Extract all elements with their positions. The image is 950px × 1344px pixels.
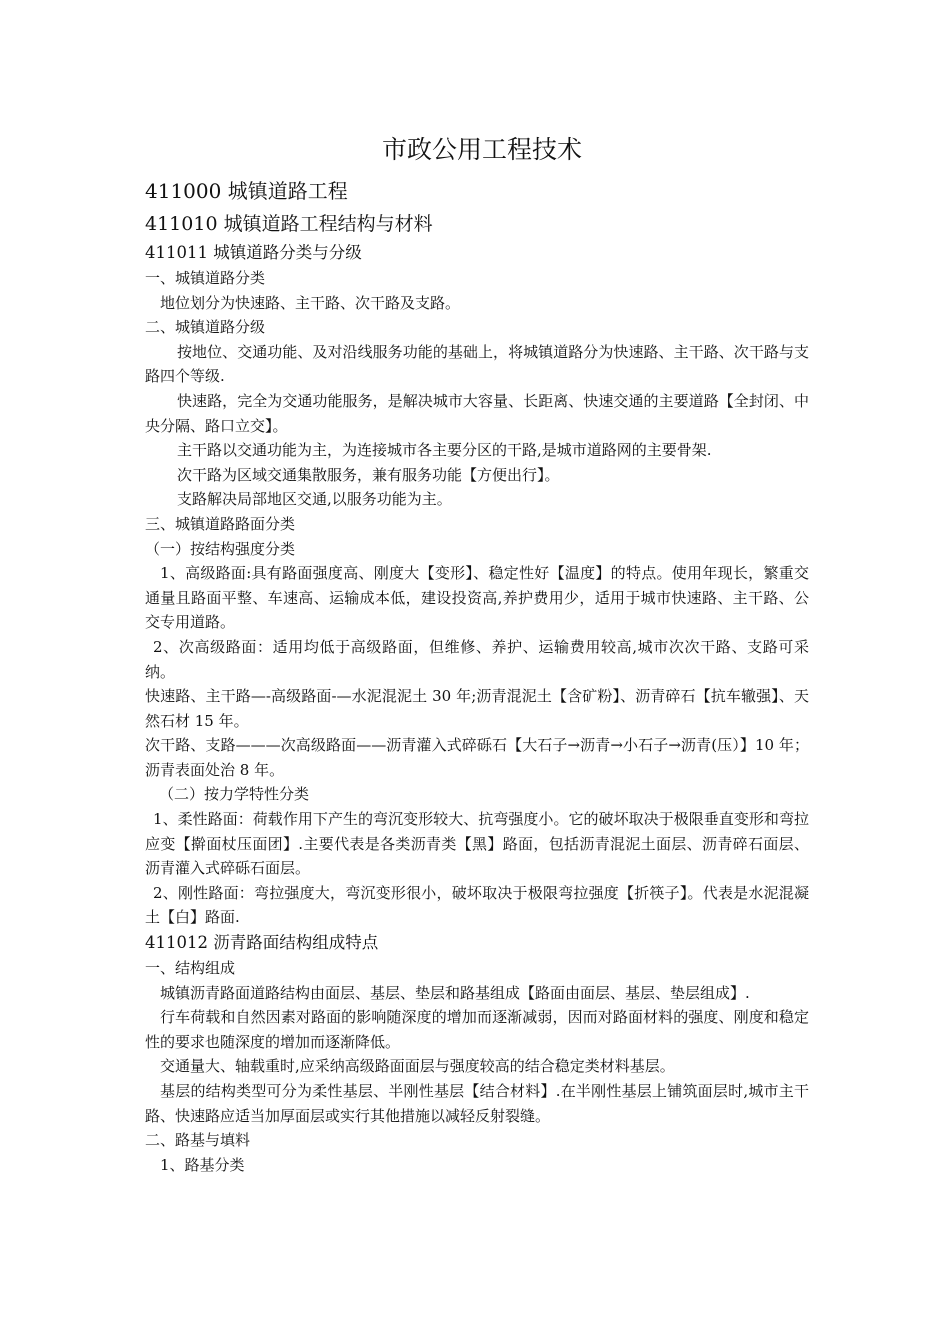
section-2-paragraph-2: 快速路，完全为交通功能服务，是解决城市大容量、长距离、快速交通的主要道路【全封闭、中央分隔、路口立交】。: [145, 391, 809, 435]
section-4-paragraph-2: 行车荷载和自然因素对路面的影响随深度的增加而逐渐减弱，因而对路面材料的强度、刚度和稳定性的要求也随深度的增加而逐渐降低。: [145, 1008, 809, 1051]
heading-411011: 411011 城镇道路分类与分级: [145, 243, 362, 262]
section-5-heading: 二、路基与填料: [145, 1131, 251, 1150]
section-2-heading: 二、城镇道路分级: [145, 318, 266, 337]
section-2-paragraph-1: 按地位、交通功能、及对沿线服务功能的基础上，将城镇道路分为快速路、主干路、次干路与支路四个等级.: [145, 342, 809, 386]
heading-411010: 411010 城镇道路工程结构与材料: [145, 213, 433, 235]
heading-411012: 411012 沥青路面结构组成特点: [145, 933, 379, 953]
section-3-paragraph-3: 快速路、主干路—-高级路面-—水泥混泥土 30 年;沥青混泥土【含矿粉】、沥青碎石【抗车辙强】、天然石材 15 年。: [145, 687, 809, 730]
section-3-subheading-1: （一）按结构强度分类: [145, 539, 296, 558]
section-3-paragraph-4: 次干路、支路———次高级路面——沥青灌入式碎砾石【大石子→沥青→小石子→沥青(压）】10 年；沥青表面处治 8 年。: [145, 736, 809, 779]
heading-411000: 411000 城镇道路工程: [145, 179, 348, 203]
section-4-paragraph-1: 城镇沥青路面道路结构由面层、基层、垫层和路基组成【路面由面层、基层、垫层组成】.: [160, 983, 750, 1002]
section-1-heading: 一、城镇道路分类: [145, 269, 266, 287]
section-3-paragraph-1: 1、高级路面:具有路面强度高、刚度大【变形】、稳定性好【温度】的特点。使用年现长，繁重交通量且路面平整、车速高、运输成本低，建设投资高,养护费用少，适用于城市快速路、主干路、公交专用道路。: [145, 564, 809, 632]
section-4-paragraph-3: 交通量大、轴载重时,应采纳高级路面面层与强度较高的结合稳定类材料基层。: [160, 1057, 675, 1076]
section-2-paragraph-3: 主干路以交通功能为主，为连接城市各主要分区的干路,是城市道路网的主要骨架.: [177, 441, 712, 460]
document-title: 市政公用工程技术: [381, 135, 582, 164]
section-3-paragraph-6: 2、刚性路面：弯拉强度大，弯沉变形很小，破坏取决于极限弯拉强度【折筷子】。代表是水泥混凝土【白】路面.: [145, 883, 809, 927]
section-4-heading: 一、结构组成: [145, 959, 236, 978]
section-2-paragraph-5: 支路解决局部地区交通,以服务功能为主。: [177, 490, 452, 509]
section-3-paragraph-5: 1、柔性路面：荷载作用下产生的弯沉变形较大、抗弯强度小。它的破坏取决于极限垂直变形和弯拉应变【擀面杖压面团】.主要代表是各类沥青类【黑】路面，包括沥青混泥土面层、沥青碎石面层、沥青灌入式碎砾石面层。: [145, 810, 809, 878]
section-4-paragraph-4: 基层的结构类型可分为柔性基层、半刚性基层【结合材料】.在半刚性基层上铺筑面层时,城市主干路、快速路应适当加厚面层或实行其他措施以减轻反射裂缝。: [145, 1082, 809, 1125]
section-1-paragraph-1: 地位划分为快速路、主干路、次干路及支路。: [160, 293, 461, 312]
section-3-subheading-2: （二）按力学特性分类: [159, 785, 310, 804]
document-page: [145, 128, 809, 1177]
section-5-paragraph-1: 1、路基分类: [160, 1155, 245, 1174]
section-3-heading: 三、城镇道路路面分类: [145, 514, 296, 533]
section-3-paragraph-2: 2、次高级路面：适用均低于高级路面，但维修、养护、运输费用较高,城市次次干路、支路可采纳。: [145, 637, 809, 681]
section-2-paragraph-4: 次干路为区域交通集散服务，兼有服务功能【方便出行】。: [177, 465, 560, 484]
